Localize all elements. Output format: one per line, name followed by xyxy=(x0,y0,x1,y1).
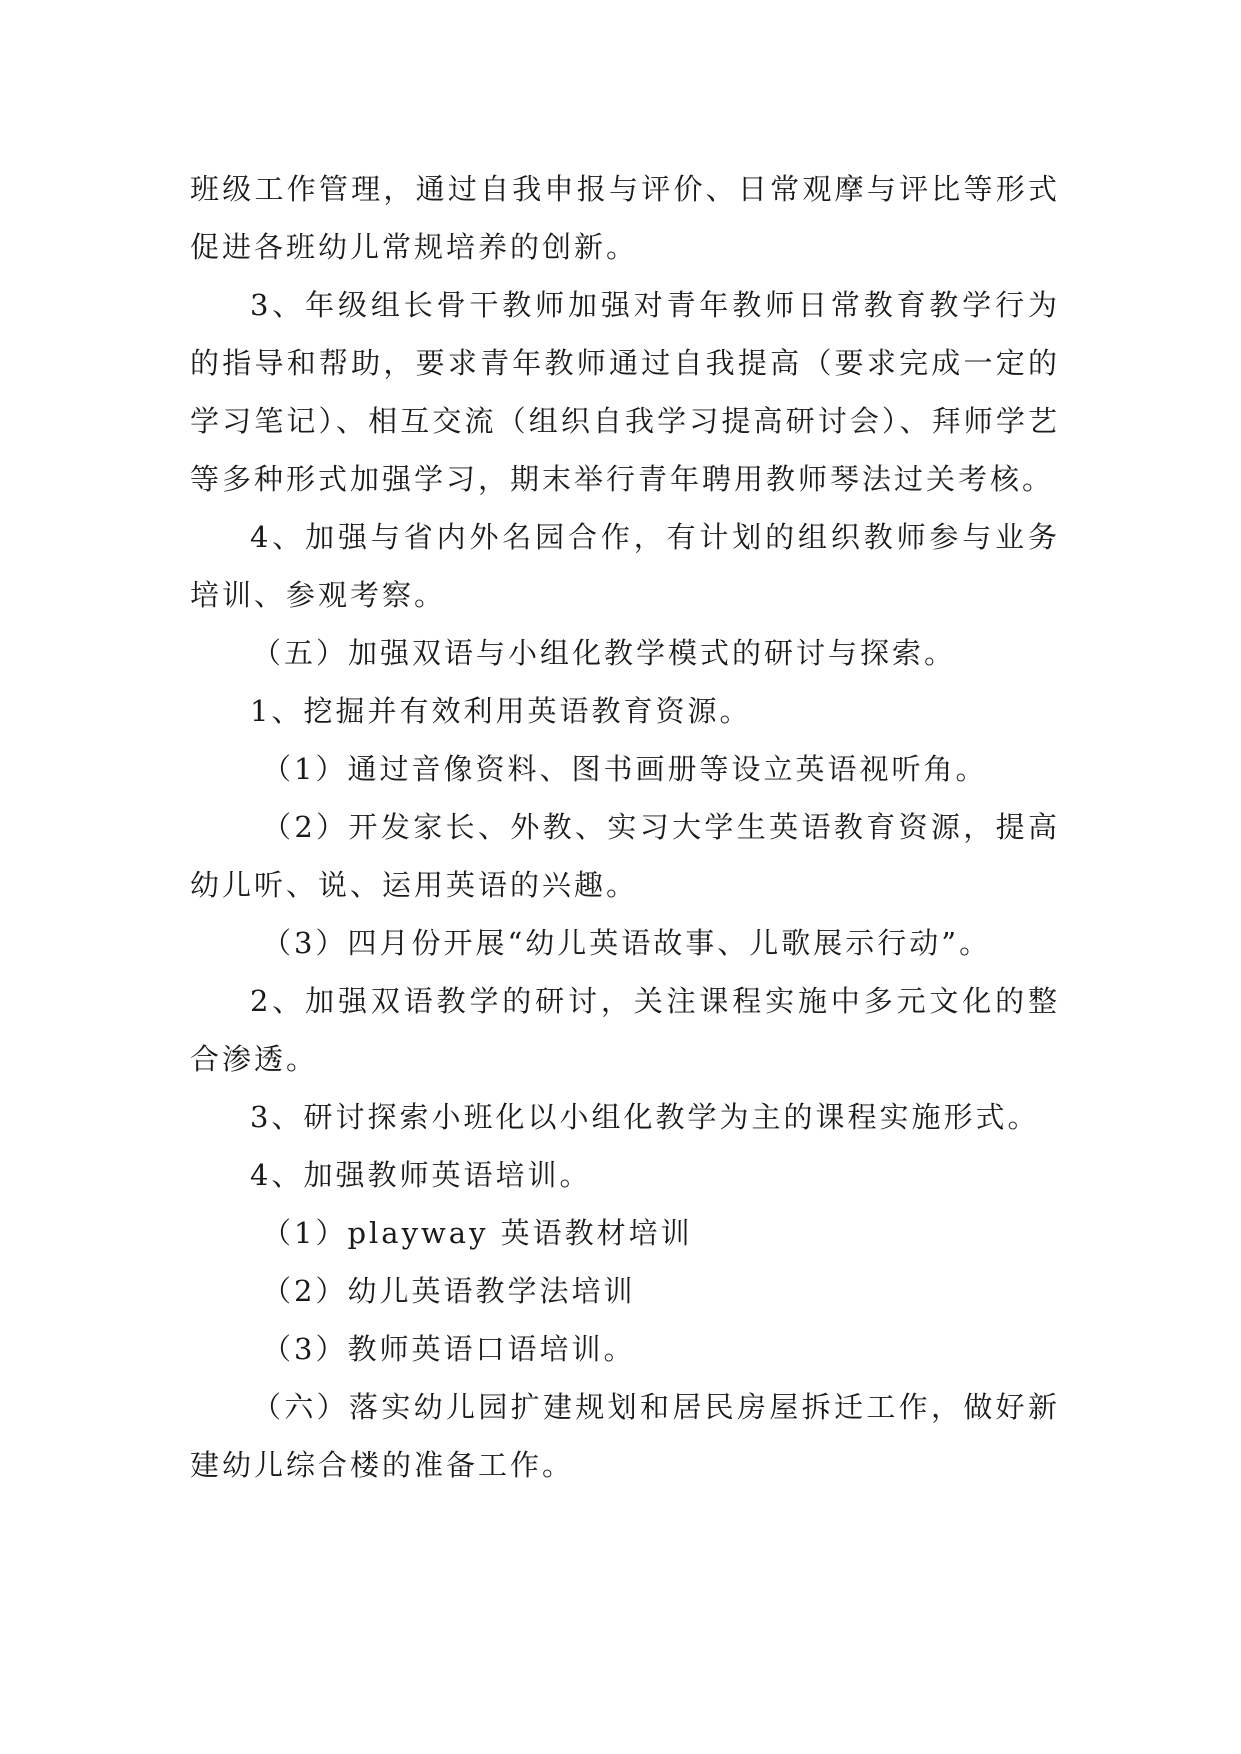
section-heading-6: （六）落实幼儿园扩建规划和居民房屋拆迁工作，做好新建幼儿综合楼的准备工作。 xyxy=(190,1390,1060,1482)
paragraph-item-3b: 3、研讨探索小班化以小组化教学为主的课程实施形式。 xyxy=(250,1100,1040,1134)
paragraph-item-3: 3、年级组长骨干教师加强对青年教师日常教育教学行为的指导和帮助，要求青年教师通过自我提高（要求完成一定的学习笔记）、相互交流（组织自我学习提高研讨会）、拜师学艺等多种形式加强学习，期末举行青年聘用教师琴法过关考核。 xyxy=(190,288,1060,496)
paragraph-item-4: 4、加强与省内外名园合作，有计划的组织教师参与业务培训、参观考察。 xyxy=(190,520,1060,612)
paragraph-continuation: 班级工作管理，通过自我申报与评价、日常观摩与评比等形式促进各班幼儿常规培养的创新。 xyxy=(190,172,1060,264)
paragraph-item-2: 2、加强双语教学的研讨，关注课程实施中多元文化的整合渗透。 xyxy=(190,984,1060,1076)
sub-item-training-3: （3）教师英语口语培训。 xyxy=(262,1332,636,1366)
paragraph-item-1: 1、挖掘并有效利用英语教育资源。 xyxy=(250,694,752,728)
sub-item-3: （3）四月份开展“幼儿英语故事、儿歌展示行动”。 xyxy=(262,926,992,960)
sub-item-training-1: （1）playway 英语教材培训 xyxy=(262,1216,693,1250)
document-body xyxy=(190,160,1060,1494)
sub-item-1: （1）通过音像资料、图书画册等设立英语视听角。 xyxy=(262,752,988,786)
sub-item-2: （2）开发家长、外教、实习大学生英语教育资源，提高幼儿听、说、运用英语的兴趣。 xyxy=(190,810,1060,902)
section-heading-5: （五）加强双语与小组化教学模式的研讨与探索。 xyxy=(252,636,957,670)
sub-item-training-2: （2）幼儿英语教学法培训 xyxy=(262,1274,636,1308)
paragraph-item-4b: 4、加强教师英语培训。 xyxy=(250,1158,592,1192)
